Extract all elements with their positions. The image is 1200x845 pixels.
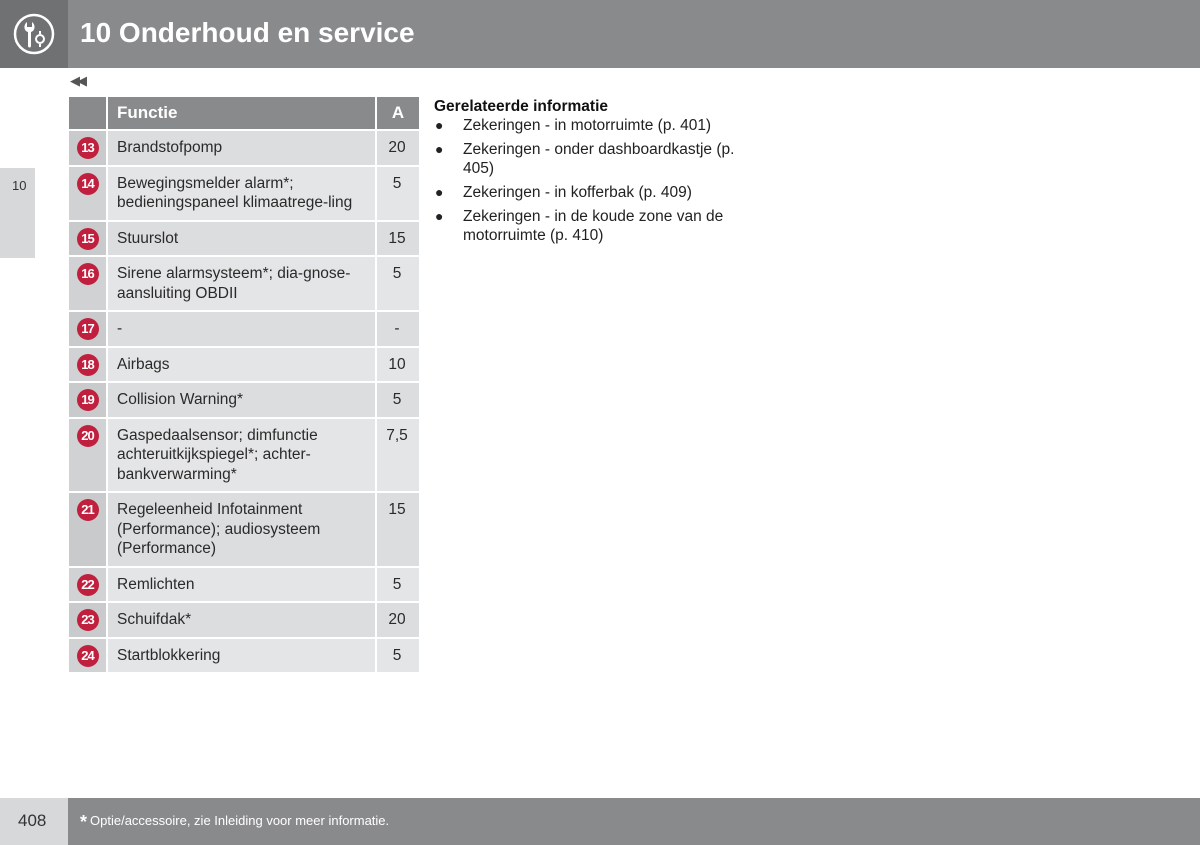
fuse-number-badge: 14	[77, 173, 99, 195]
bullet-icon: ●	[435, 184, 444, 200]
fuse-function-cell: Startblokkering	[108, 639, 377, 675]
fuse-table	[69, 97, 419, 674]
fuse-number-cell	[69, 568, 108, 604]
fuse-number-cell	[69, 131, 108, 167]
fuse-number-badge: 13	[77, 137, 99, 159]
fuse-number-badge: 22	[77, 574, 99, 596]
fuse-function-cell: Gaspedaalsensor; dimfunctie achteruitkijkspiegel*; achter-bankverwarming*	[108, 419, 377, 494]
fuse-function-cell: Stuurslot	[108, 222, 377, 258]
bullet-icon: ●	[435, 208, 444, 224]
fuse-number-cell	[69, 639, 108, 675]
wrench-service-icon	[13, 13, 55, 55]
fuse-number-cell	[69, 222, 108, 258]
fuse-amp-cell: 5	[377, 568, 419, 604]
header-function: Functie	[108, 97, 377, 131]
chapter-icon-box	[0, 0, 68, 68]
related-info	[434, 97, 764, 250]
fuse-number-badge: 18	[77, 354, 99, 376]
header-amp: A	[377, 97, 419, 131]
related-info-title: Gerelateerde informatie	[434, 98, 609, 115]
fuse-function-cell: Airbags	[108, 348, 377, 384]
fuse-number-cell	[69, 419, 108, 494]
fuse-number-cell	[69, 383, 108, 419]
related-info-item-text: Zekeringen - in de koude zone van de motorruimte (p. 410)	[463, 208, 724, 244]
related-info-list	[434, 116, 764, 245]
fuse-number-badge: 15	[77, 228, 99, 250]
fuse-function-cell: Schuifdak*	[108, 603, 377, 639]
table-row	[69, 493, 419, 568]
fuse-number-cell	[69, 348, 108, 384]
fuse-amp-cell: 5	[377, 639, 419, 675]
table-row	[69, 222, 419, 258]
related-info-item[interactable]	[434, 207, 764, 245]
fuse-number-badge: 20	[77, 425, 99, 447]
fuse-number-cell	[69, 167, 108, 222]
page-number: 408	[18, 811, 47, 830]
bullet-icon: ●	[435, 141, 444, 157]
fuse-number-badge: 21	[77, 499, 99, 521]
table-row	[69, 603, 419, 639]
fuse-function-cell: Collision Warning*	[108, 383, 377, 419]
footnote	[80, 812, 389, 833]
chapter-side-tab-label: 10	[12, 178, 27, 193]
table-row	[69, 257, 419, 312]
header-num	[69, 97, 108, 131]
fuse-amp-cell: 15	[377, 493, 419, 568]
related-info-item[interactable]	[434, 116, 764, 135]
related-info-item-text: Zekeringen - in motorruimte (p. 401)	[463, 117, 712, 134]
fuse-amp-cell: 7,5	[377, 419, 419, 494]
table-header-row	[69, 97, 419, 131]
fuse-number-cell	[69, 603, 108, 639]
fuse-amp-cell: -	[377, 312, 419, 348]
fuse-number-badge: 16	[77, 263, 99, 285]
table-row	[69, 348, 419, 384]
footnote-star: *	[80, 812, 88, 832]
fuse-table-body	[69, 131, 419, 674]
fuse-number-cell	[69, 257, 108, 312]
table-row	[69, 639, 419, 675]
fuse-amp-cell: 5	[377, 167, 419, 222]
fuse-amp-cell: 20	[377, 603, 419, 639]
fuse-number-cell	[69, 312, 108, 348]
fuse-number-badge: 17	[77, 318, 99, 340]
related-info-item-text: Zekeringen - onder dashboardkastje (p. 405)	[463, 141, 735, 177]
fuse-number-badge: 19	[77, 389, 99, 411]
fuse-amp-cell: 10	[377, 348, 419, 384]
fuse-function-cell: Remlichten	[108, 568, 377, 604]
fuse-amp-cell: 15	[377, 222, 419, 258]
related-info-item[interactable]	[434, 183, 764, 202]
bullet-icon: ●	[435, 117, 444, 133]
fuse-function-cell: Brandstofpomp	[108, 131, 377, 167]
fuse-amp-cell: 5	[377, 257, 419, 312]
fuse-number-cell	[69, 493, 108, 568]
fuse-function-cell: Sirene alarmsysteem*; dia-gnose-aansluiting OBDII	[108, 257, 377, 312]
table-row	[69, 312, 419, 348]
related-info-item[interactable]	[434, 140, 764, 178]
fuse-function-cell: Bewegingsmelder alarm*; bedieningspaneel klimaatrege-ling	[108, 167, 377, 222]
table-row	[69, 568, 419, 604]
fuse-function-cell: -	[108, 312, 377, 348]
page-title: 10 Onderhoud en service	[80, 17, 415, 48]
fuse-number-badge: 23	[77, 609, 99, 631]
table-row	[69, 419, 419, 494]
related-info-item-text: Zekeringen - in kofferbak (p. 409)	[463, 184, 692, 201]
footnote-text: Optie/accessoire, zie Inleiding voor meer informatie.	[90, 813, 390, 828]
fuse-amp-cell: 5	[377, 383, 419, 419]
table-row	[69, 167, 419, 222]
back-arrows-icon[interactable]: ◀◀	[70, 73, 84, 88]
fuse-amp-cell: 20	[377, 131, 419, 167]
fuse-function-cell: Regeleenheid Infotainment (Performance); audiosysteem (Performance)	[108, 493, 377, 568]
table-row	[69, 131, 419, 167]
fuse-number-badge: 24	[77, 645, 99, 667]
table-row	[69, 383, 419, 419]
